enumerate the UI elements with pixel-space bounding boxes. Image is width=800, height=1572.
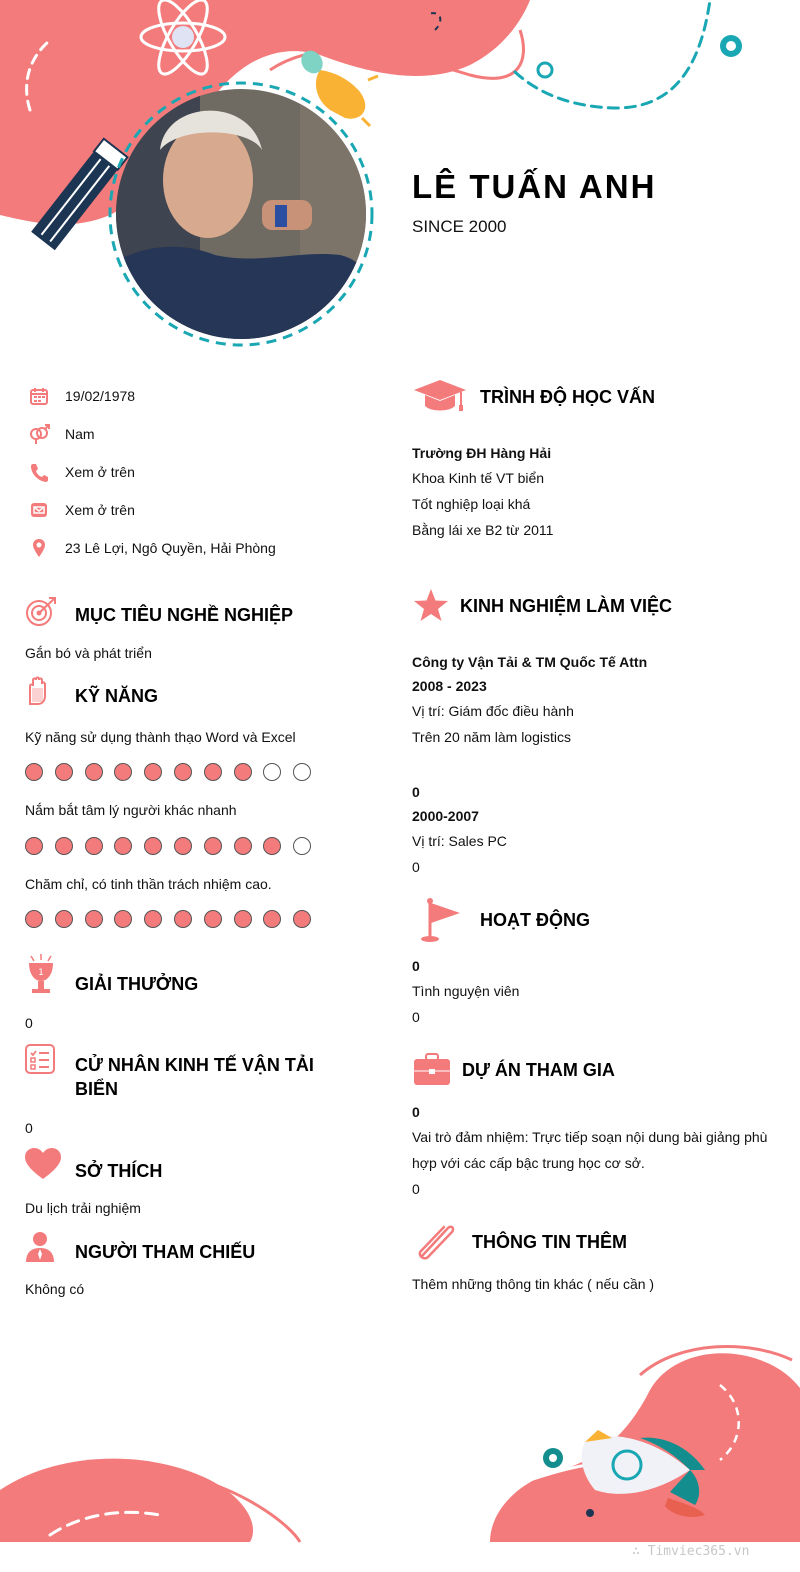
info-phone: Xem ở trên <box>28 461 135 483</box>
activity-role: Tình nguyện viên <box>412 983 520 999</box>
calendar-icon <box>28 385 50 407</box>
checklist-icon <box>24 1043 56 1075</box>
rating-dot-filled <box>234 763 252 781</box>
activity-organization: 0 <box>412 958 420 974</box>
person-icon <box>24 1230 56 1264</box>
rating-dot-filled <box>25 910 43 928</box>
hand-icon <box>24 674 50 708</box>
activities-title: HOẠT ĐỘNG <box>480 910 590 930</box>
extra-title: THÔNG TIN THÊM <box>472 1232 627 1252</box>
certificates-title: CỬ NHÂN KINH TẾ VẬN TẢI <box>75 1055 314 1075</box>
rating-dot-filled <box>85 763 103 781</box>
skill-rating <box>25 910 323 928</box>
project-description: 0 <box>412 1181 420 1197</box>
certificates-text: 0 <box>25 1120 33 1136</box>
education-line: Tốt nghiệp loại khá <box>412 496 531 512</box>
project-name: 0 <box>412 1104 420 1120</box>
rating-dot-empty <box>263 763 281 781</box>
job-company: 0 <box>412 784 420 800</box>
certificates-title-cont: BIỂN <box>75 1079 119 1099</box>
skill-rating <box>25 763 323 781</box>
rating-dot-filled <box>25 837 43 855</box>
email-icon <box>28 499 50 521</box>
watermark: ∴ Timviec365.vn <box>632 1544 750 1559</box>
heart-icon <box>24 1147 62 1181</box>
skill-name: Chăm chỉ, có tinh thần trách nhiệm cao. <box>25 876 272 892</box>
paperclip-icon <box>414 1220 458 1262</box>
header-decoration <box>0 0 800 360</box>
references-title: NGƯỜI THAM CHIẾU <box>75 1242 256 1262</box>
candidate-name: LÊ TUẤN ANH <box>412 168 657 205</box>
rating-dot-filled <box>174 763 192 781</box>
briefcase-icon <box>413 1052 451 1086</box>
skills-title: KỸ NĂNG <box>75 686 159 706</box>
awards-title: GIẢI THƯỞNG <box>75 974 199 994</box>
trophy-icon <box>24 953 58 997</box>
rating-dot-filled <box>85 910 103 928</box>
info-birthdate: 19/02/1978 <box>28 385 135 407</box>
experience-title: KINH NGHIỆM LÀM VIỆC <box>460 596 673 616</box>
education-line: Khoa Kinh tế VT biển <box>412 470 545 486</box>
candidate-subtitle: SINCE 2000 <box>412 217 507 236</box>
rating-dot-filled <box>55 763 73 781</box>
education-school: Trường ĐH Hàng Hải <box>412 445 552 461</box>
rating-dot-filled <box>174 837 192 855</box>
awards-text: 0 <box>25 1015 33 1031</box>
skill-name: Kỹ năng sử dụng thành thạo Word và Excel <box>25 729 296 745</box>
rating-dot-filled <box>204 837 222 855</box>
rating-dot-filled <box>144 837 162 855</box>
rating-dot-filled <box>293 910 311 928</box>
project-role: Vai trò đảm nhiệm: Trực tiếp soạn nội dung bài giảng phù <box>412 1129 768 1145</box>
rating-dot-filled <box>55 837 73 855</box>
flag-icon <box>418 897 462 943</box>
svg-text:1: 1 <box>38 968 44 978</box>
projects-title: DỰ ÁN THAM GIA <box>462 1060 615 1080</box>
activity-description: 0 <box>412 1009 420 1025</box>
rating-dot-filled <box>144 763 162 781</box>
gender-icon <box>28 423 50 445</box>
rating-dot-filled <box>234 910 252 928</box>
extra-text: Thêm những thông tin khác ( nếu cần ) <box>412 1276 655 1292</box>
job-period: 2008 - 2023 <box>412 678 487 694</box>
objective-text: Gắn bó và phát triển <box>25 645 152 661</box>
rating-dot-filled <box>114 910 132 928</box>
rating-dot-filled <box>263 837 281 855</box>
job-position: Vị trí: Giám đốc điều hành <box>412 703 574 719</box>
rating-dot-filled <box>263 910 281 928</box>
rating-dot-filled <box>114 837 132 855</box>
rating-dot-filled <box>204 910 222 928</box>
graduation-cap-icon <box>413 378 467 414</box>
hobbies-title: SỞ THÍCH <box>75 1161 163 1181</box>
education-line: Bằng lái xe B2 từ 2011 <box>412 522 554 538</box>
job-position: Vị trí: Sales PC <box>412 833 507 849</box>
footer-decoration <box>0 1330 800 1572</box>
location-pin-icon <box>28 537 50 559</box>
rating-dot-filled <box>114 763 132 781</box>
rating-dot-filled <box>204 763 222 781</box>
job-period: 2000-2007 <box>412 808 479 824</box>
job-description: Trên 20 năm làm logistics <box>412 729 571 745</box>
hobbies-text: Du lịch trải nghiệm <box>25 1200 141 1216</box>
rating-dot-empty <box>293 763 311 781</box>
skill-rating <box>25 837 323 855</box>
rating-dot-filled <box>234 837 252 855</box>
job-description: 0 <box>412 859 420 875</box>
info-address: 23 Lê Lợi, Ngô Quyền, Hải Phòng <box>28 537 276 559</box>
job-company: Công ty Vận Tải & TM Quốc Tế Attn <box>412 654 648 670</box>
project-role-cont: hợp với các cấp bậc trung học cơ sở. <box>412 1155 645 1171</box>
rating-dot-filled <box>25 763 43 781</box>
skill-name: Nắm bắt tâm lý người khác nhanh <box>25 802 237 818</box>
star-icon <box>413 588 449 622</box>
target-icon <box>24 595 58 629</box>
rating-dot-empty <box>293 837 311 855</box>
rating-dot-filled <box>144 910 162 928</box>
objective-title: MỤC TIÊU NGHỀ NGHIỆP <box>75 605 294 625</box>
education-title: TRÌNH ĐỘ HỌC VẤN <box>480 387 655 407</box>
info-email: Xem ở trên <box>28 499 135 521</box>
phone-icon <box>28 461 50 483</box>
rating-dot-filled <box>55 910 73 928</box>
rating-dot-filled <box>85 837 103 855</box>
references-text: Không có <box>25 1281 85 1297</box>
rating-dot-filled <box>174 910 192 928</box>
info-gender: Nam <box>28 423 95 445</box>
